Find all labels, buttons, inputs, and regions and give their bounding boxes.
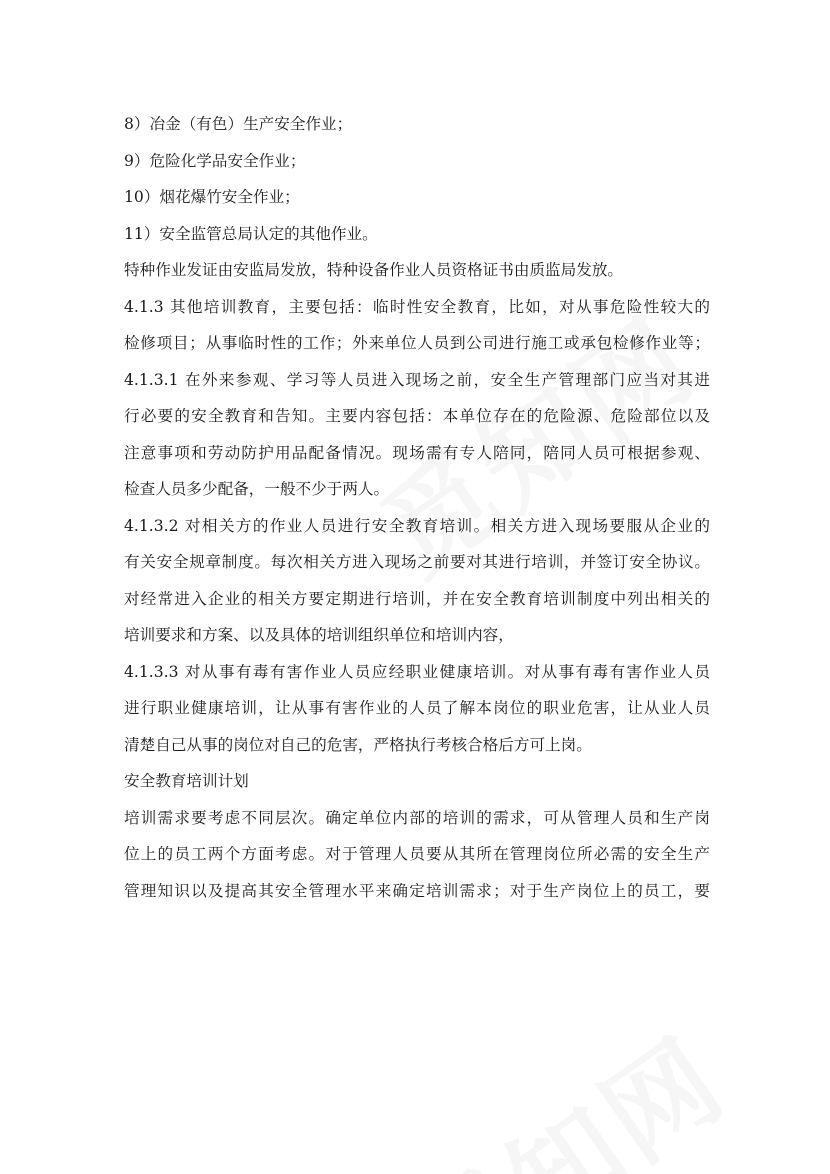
paragraph-line: 有关安全规章制度。每次相关方进入现场之前要对其进行培训，并签订安全协议。 <box>124 553 710 571</box>
list-item: 9）危险化学品安全作业； <box>124 151 306 170</box>
paragraph-line: 4.1.3.3 对从事有毒有害作业人员应经职业健康培训。对从事有毒有害作业人员 <box>124 662 710 681</box>
list-item: 8）冶金（有色）生产安全作业； <box>124 115 353 133</box>
list-item: 11）安全监管总局认定的其他作业。 <box>124 224 378 243</box>
paragraph-line: 4.1.3 其他培训教育，主要包括：临时性安全教育，比如，对从事危险性较大的 <box>124 297 710 316</box>
paragraph-line: 特种作业发证由安监局发放，特种设备作业人员资格证书由质监局发放。 <box>124 261 624 279</box>
paragraph-line: 4.1.3.2 对相关方的作业人员进行安全教育培训。相关方进入现场要服从企业的 <box>124 516 710 535</box>
paragraph-line: 行必要的安全教育和告知。主要内容包括：本单位存在的危险源、危险部位以及 <box>124 407 710 425</box>
paragraph-line: 对经常进入企业的相关方要定期进行培训，并在安全教育培训制度中列出相关的 <box>124 589 710 608</box>
document-body <box>124 106 710 909</box>
paragraph-line: 培训要求和方案、以及具体的培训组织单位和培训内容， <box>124 626 514 644</box>
paragraph-line: 检修项目；从事临时性的工作；外来单位人员到公司进行施工或承包检修作业等； <box>124 334 710 352</box>
list-item: 10）烟花爆竹安全作业； <box>124 188 300 206</box>
paragraph-line: 4.1.3.1 在外来参观、学习等人员进入现场之前，安全生产管理部门应当对其进 <box>124 370 710 389</box>
paragraph-line: 培训需求要考虑不同层次。确定单位内部的培训的需求，可从管理人员和生产岗 <box>124 808 710 827</box>
paragraph-line: 位上的员工两个方面考虑。对于管理人员要从其所在管理岗位所必需的安全生产 <box>124 845 710 863</box>
paragraph-line: 清楚自己从事的岗位对自己的危害，严格执行考核合格后方可上岗。 <box>124 735 592 754</box>
paragraph-line: 管理知识以及提高其安全管理水平来确定培训需求；对于生产岗位上的员工，要 <box>124 881 710 900</box>
paragraph-line: 检查人员多少配备，一般不少于两人。 <box>124 480 390 498</box>
paragraph-line: 注意事项和劳动防护用品配备情况。现场需有专人陪同，陪同人员可根据参观、 <box>124 443 710 462</box>
section-heading: 安全教育培训计划 <box>124 772 249 790</box>
paragraph-line: 进行职业健康培训，让从事有害作业的人员了解本岗位的职业危害，让从业人员 <box>124 699 710 717</box>
watermark <box>376 994 752 1174</box>
